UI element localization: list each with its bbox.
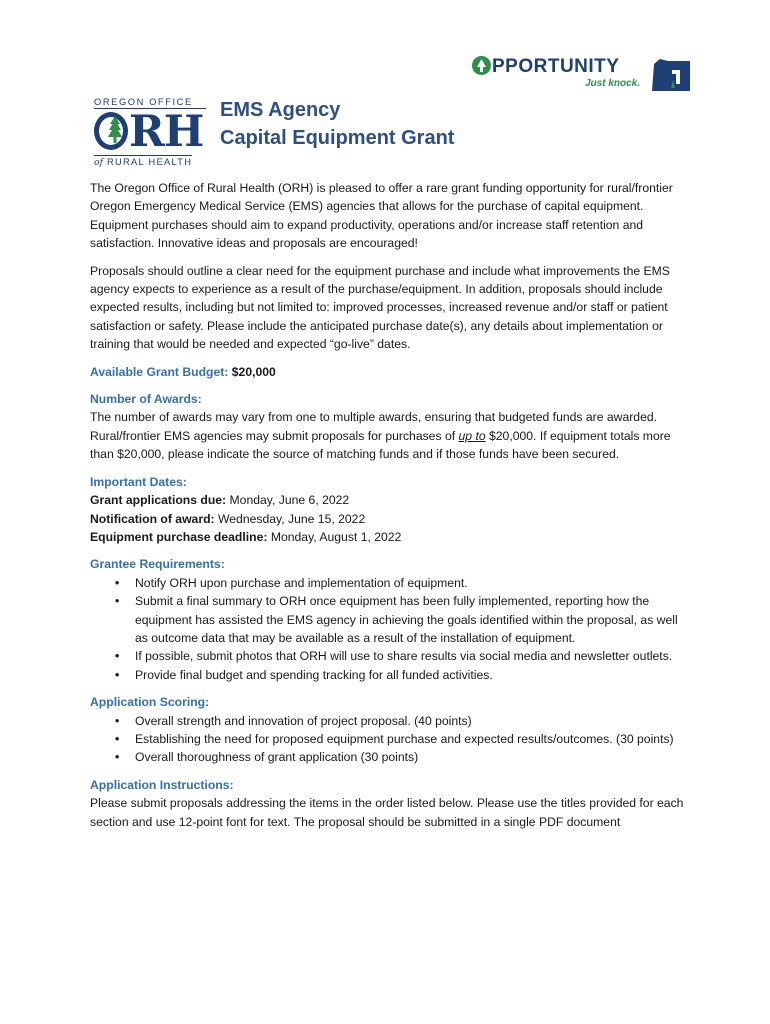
- intro-paragraph-2: Proposals should outline a clear need for the equipment purchase and include what improvements the EMS agency expects to experience as a result of the purchase/equipment. In addition, proposals should include expected results, including but not limited to: improved processes, increased revenue and/or staff or patient satisfaction or safety. Please include the anticipated purchase date(s), any details about implementation or training that would be needed and expected “go-live” dates.: [90, 263, 670, 352]
- title-line-2: Capital Equipment Grant: [220, 127, 455, 149]
- date-item: Equipment purchase deadline: Monday, August 1, 2022: [90, 529, 402, 544]
- requirements-list: [90, 574, 686, 684]
- opportunity-wordmark: PPORTUNITY: [492, 56, 620, 77]
- date-item: Grant applications due: Monday, June 6, 2022: [90, 493, 350, 508]
- budget-label: Available Grant Budget:: [90, 364, 229, 379]
- opportunity-o-icon: [472, 56, 491, 75]
- date-item: Notification of award: Wednesday, June 15, 2022: [90, 511, 366, 526]
- orh-logo-bottom-text: of RURAL HEALTH: [94, 157, 193, 168]
- opportunity-tagline: Just knock.: [585, 78, 641, 89]
- opportunity-logo: [472, 56, 694, 96]
- document-title: [220, 96, 454, 152]
- list-item: • Overall strength and innovation of project proposal. (40 points): [135, 712, 686, 730]
- pine-tree-icon: [108, 116, 122, 144]
- scoring-list: [90, 712, 686, 767]
- instructions-heading: Application Instructions:: [90, 777, 234, 792]
- list-item: • Provide final budget and spending tracking for all funded activities.: [135, 666, 686, 684]
- list-item: • If possible, submit photos that ORH will use to share results via social media and newsletter outlets.: [135, 647, 686, 665]
- awards-heading: Number of Awards:: [90, 392, 202, 407]
- scoring-heading: Application Scoring:: [90, 695, 210, 710]
- budget-value: $20,000: [231, 364, 276, 379]
- awards-text: The number of awards may vary from one to multiple awards, ensuring that budgeted funds are awarded. Rural/frontier EMS agencies may submit proposals for purchases of up to $20,000. If equipment totals more than $20,000, please indicate the source of matching funds and if those funds have been secured.: [90, 410, 671, 462]
- title-line-1: EMS Agency: [220, 99, 341, 121]
- intro-paragraph-1: The Oregon Office of Rural Health (ORH) is pleased to offer a rare grant funding opportunity for rural/frontier Oregon Emergency Medical Service (EMS) agencies that allows for the purchase of capital equipment. Equipment purchases should aim to expand productivity, operations and/or increase staff retention and satisfaction. Innovative ideas and proposals are encouraged!: [90, 181, 673, 251]
- orh-logo-letters: RH: [94, 110, 203, 154]
- budget-line: [90, 363, 686, 381]
- list-item: • Notify ORH upon purchase and implementation of equipment.: [135, 574, 686, 592]
- oregon-state-icon: [650, 58, 692, 94]
- requirements-heading: Grantee Requirements:: [90, 557, 225, 572]
- list-item: • Submit a final summary to ORH once equipment has been fully implemented, reporting how the equipment has assisted the EMS agency in achieving the goals identified within the proposal, as well as outcome data that may be available as a result of the installation of equipment.: [135, 592, 686, 647]
- instructions-text: Please submit proposals addressing the items in the order listed below. Please use the titles provided for each section and use 12-point font for text. The proposal should be submitted in a single PDF document: [90, 796, 684, 829]
- list-item: • Overall thoroughness of grant application (30 points): [135, 748, 686, 766]
- awards-emphasis: up to: [458, 428, 486, 443]
- orh-logo: [94, 97, 206, 169]
- orh-logo-top-text: OREGON OFFICE: [94, 97, 206, 109]
- dates-heading: Important Dates:: [90, 474, 187, 489]
- document-body: [90, 179, 686, 831]
- list-item: • Establishing the need for proposed equipment purchase and expected results/outcomes. (30 points): [135, 730, 686, 748]
